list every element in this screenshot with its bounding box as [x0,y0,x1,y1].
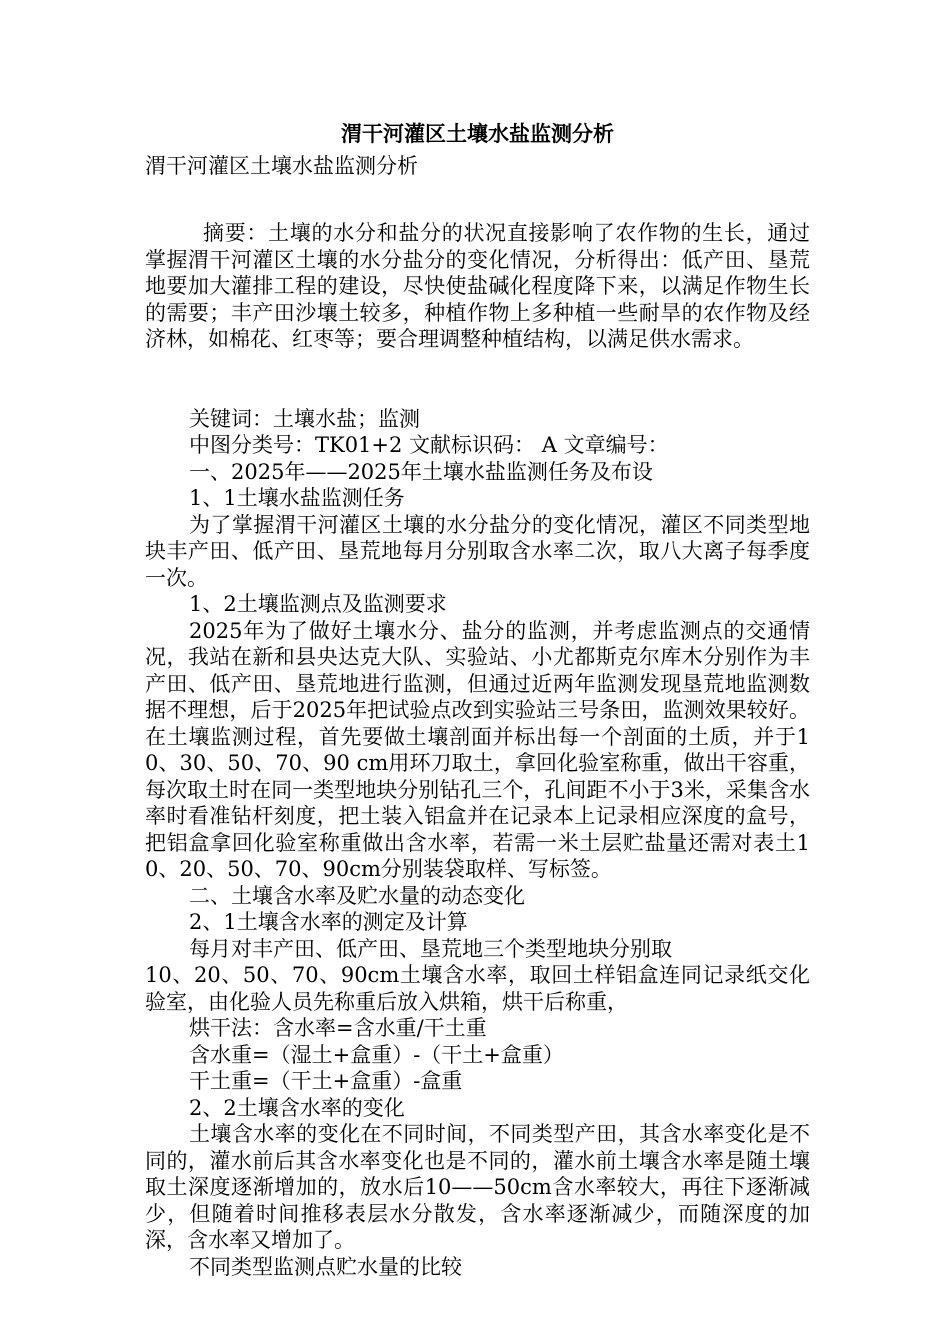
section-2-2-heading: 2、2土壤含水率的变化 [189,1095,405,1120]
classification-line: 中图分类号：TK01+2 文献标识码： A 文章编号： [189,433,669,457]
section-1-2-paragraph: 2025年为了做好土壤水分、盐分的监测，并考虑监测点的交通情况，我站在新和县央达克大队、实验站、小尤都斯克尔库木分别作为丰产田、低产田、垦荒地进行监测，但通过近两年监测发现垦荒地监测数据不理想，后于2025年把试验点改到实验站三号条田，监测效果较好。在土壤监测过程，首先要做土壤剖面并标出每一个剖面的土质，并于10、30、50、70、90 cm用环刀取土，拿回化验室称重，做出干容重，每次取土时在同一类型地块分别钻孔三个，孔间距不小于3米，采集含水率时看准钻杆刻度，把土装入铝盒并在记录本上记录相应深度的盒号，把铝盒拿回化验室称重做出含水率，若需一米土层贮盐量还需对表土10、20、50、70、90cm分别装袋取样、写标签。 [145,618,810,881]
section-1-1-heading: 1、1土壤水盐监测任务 [189,486,405,510]
formula-oven-drying: 烘干法：含水率=含水重/干土重 [189,1016,487,1040]
spacer [145,379,810,406]
section-2-1-paragraph-b: 10、20、50、70、90cm土壤含水率，取回土样铝盒连同记录纸交化验室，由化验人员先称重后放入烘箱，烘干后称重， [145,963,810,1014]
section-1-1-paragraph: 为了掌握渭干河灌区土壤的水分盐分的变化情况，灌区不同类型地块丰产田、低产田、垦荒地每月分别取含水率二次，取八大离子每季度一次。 [145,512,810,590]
document-subtitle: 渭干河灌区土壤水盐监测分析 [145,154,418,178]
spacer [145,353,810,380]
formula-dry-soil-weight: 干土重=（干土+盒重）-盒重 [189,1069,463,1093]
document-title: 渭干河灌区土壤水盐监测分析 [341,122,614,146]
section-2-heading: 二、土壤含水率及贮水量的动态变化 [189,883,525,908]
section-2-2-paragraph: 土壤含水率的变化在不同时间，不同类型产田，其含水率变化是不同的，灌水前后其含水率变化也是不同的，灌水前土壤含水率是随土壤取土深度逐渐增加的，放水后10——50cm含水率较大，再往下逐渐减少，但随着时间推移表层水分散发，含水率逐渐减少，而随深度的加深，含水率又增加了。 [145,1122,810,1252]
keywords-line: 关键词：土壤水盐；监测 [189,406,420,431]
formula-water-weight: 含水重=（湿土+盒重）-（干土+盒重） [189,1042,564,1067]
section-2-1-heading: 2、1土壤含水率的测定及计算 [189,910,468,934]
document-page [145,118,810,1280]
section-2-1-paragraph-a: 每月对丰产田、低产田、垦荒地三个类型地块分别取 [189,936,672,961]
spacer [145,182,810,220]
section-1-heading: 一、2025年——2025年土壤水盐监测任务及布设 [189,459,653,484]
section-2-3-heading: 不同类型监测点贮水量的比较 [189,1254,462,1279]
abstract-paragraph: 摘要：土壤的水分和盐分的状况直接影响了农作物的生长，通过掌握渭干河灌区土壤的水分盐分的变化情况，分析得出：低产田、垦荒 地要加大灌排工程的建设，尽快使盐碱化程度降下来，以满足作物生长的需要；丰产田沙壤土较多，种植作物上多种植一些耐旱的农作物及经济林，如棉花、红枣等；要合理调整种植结构，以满足供水需求。 [145,221,810,351]
section-1-2-heading: 1、2土壤监测点及监测要求 [189,592,447,616]
